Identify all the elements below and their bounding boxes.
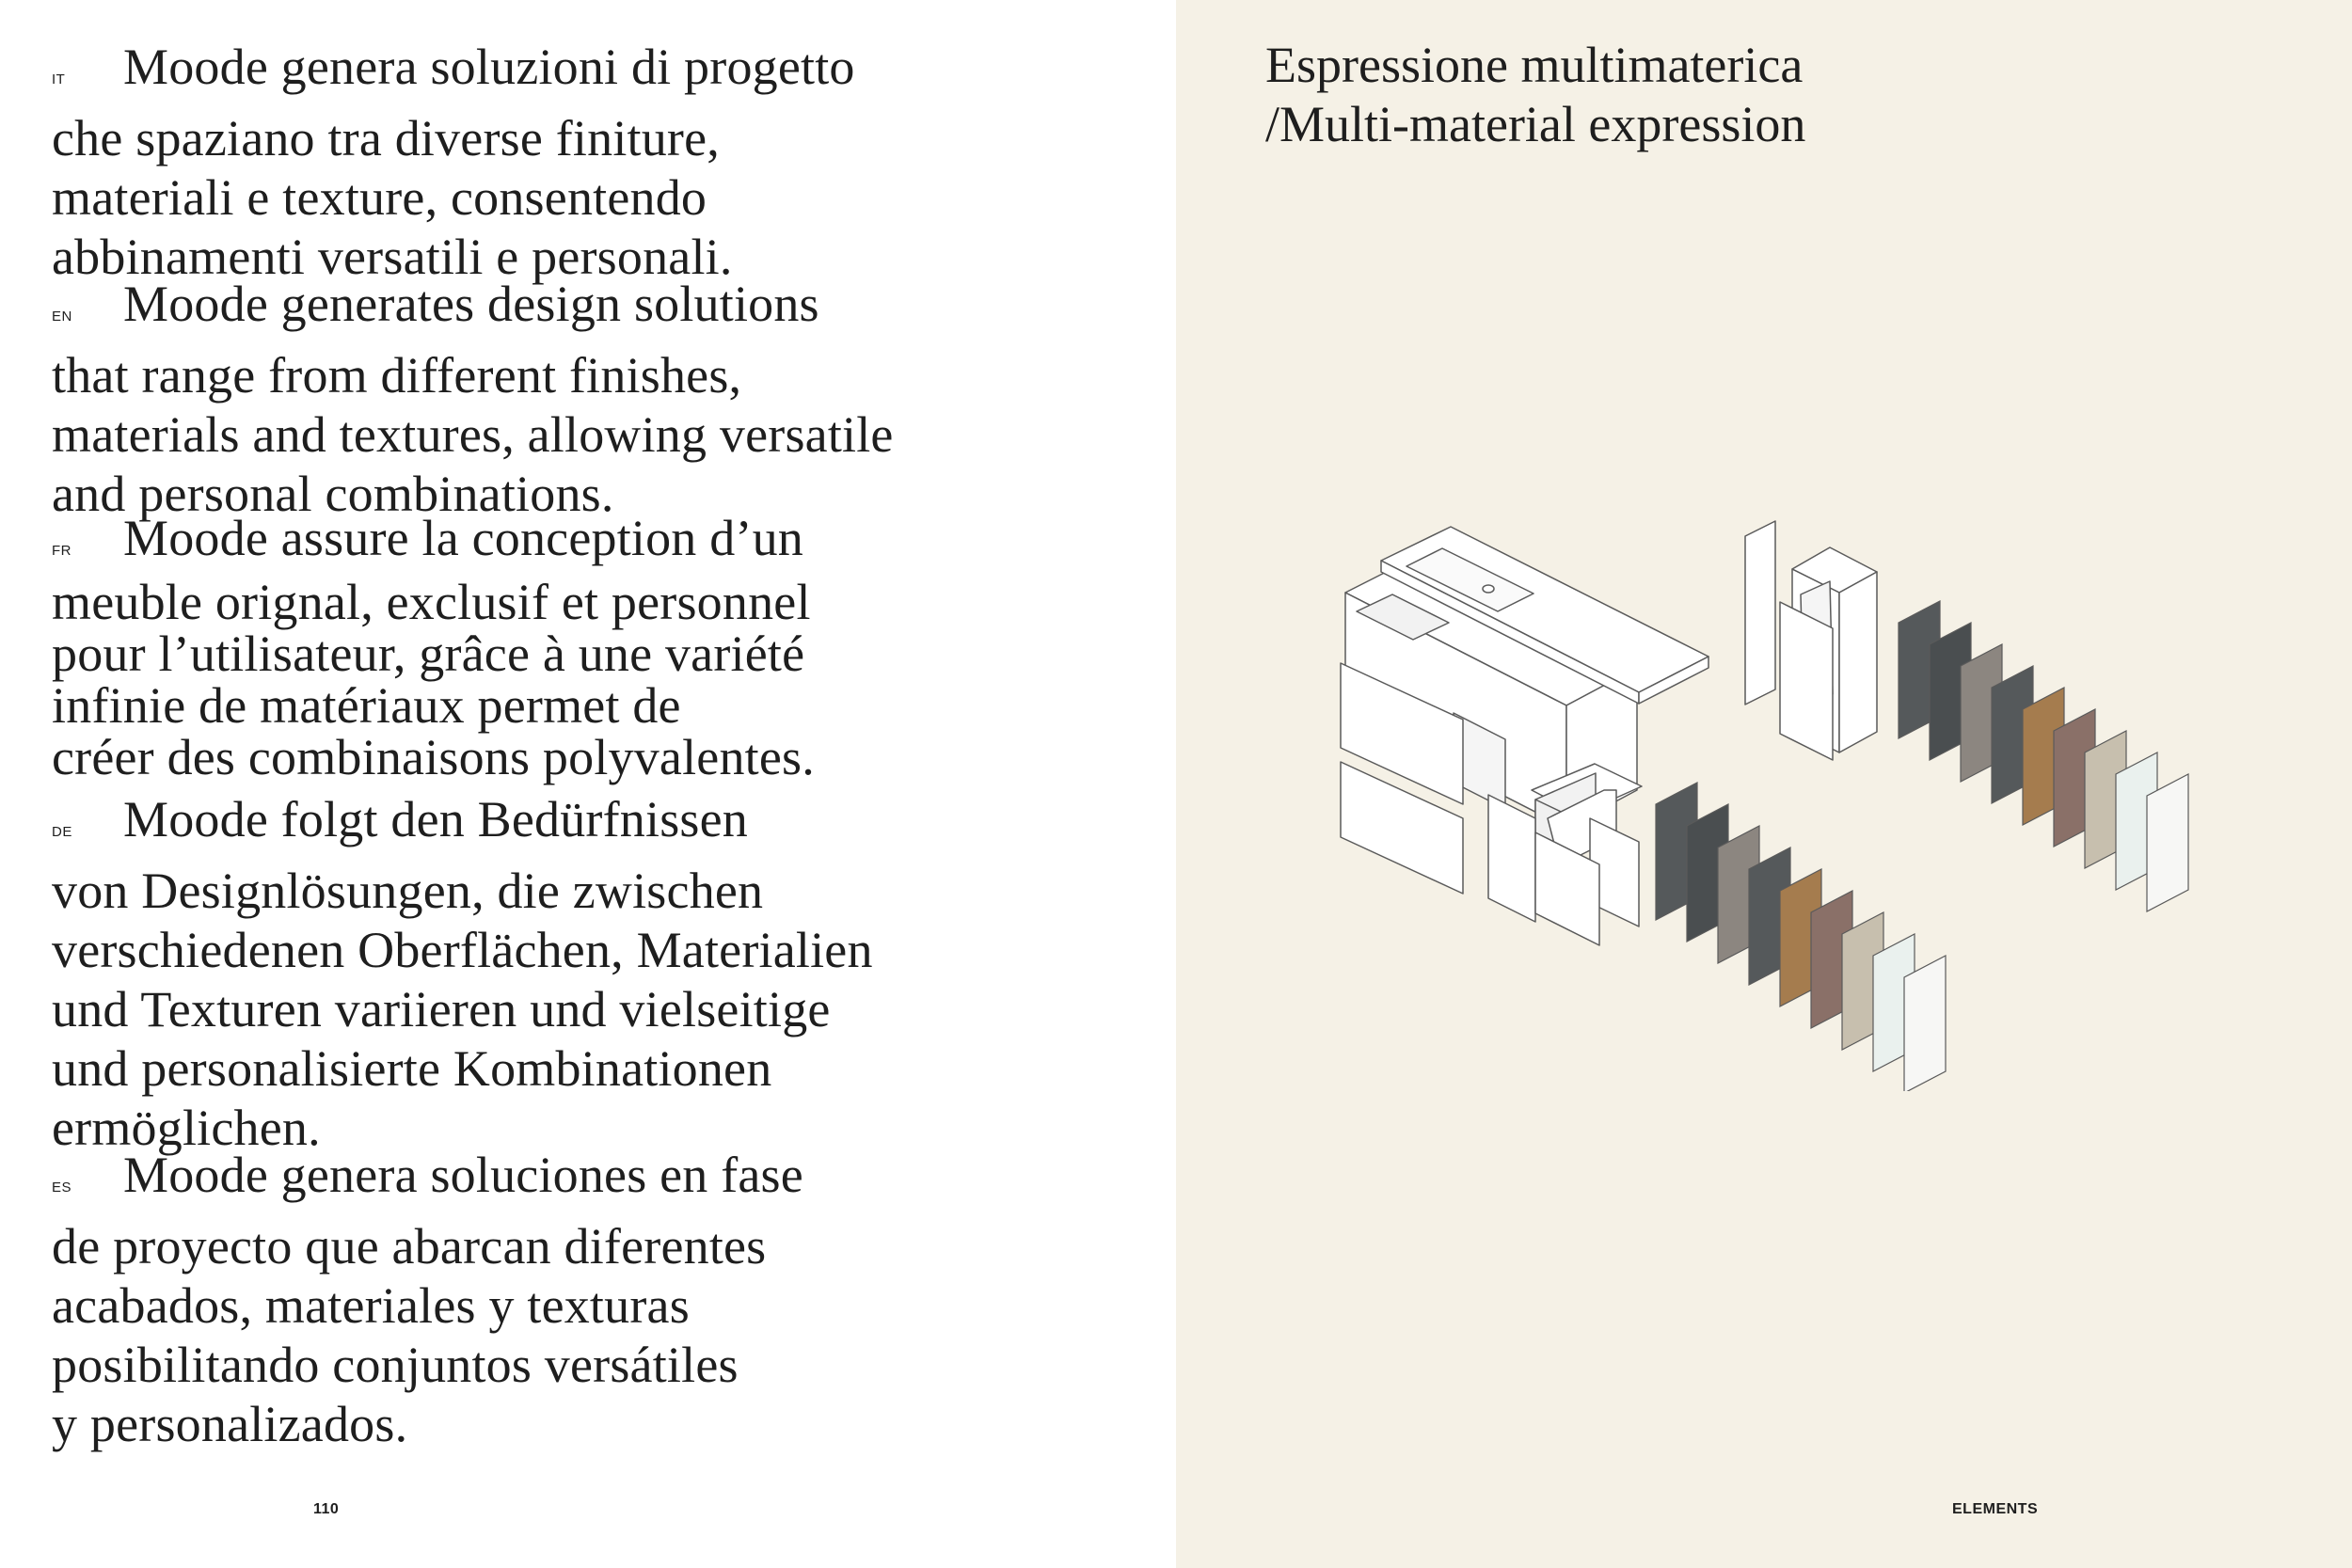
text-block-de: [52, 790, 1105, 1158]
text-block-it: [52, 38, 1105, 287]
page-number: 110: [313, 1501, 340, 1517]
section-title: Espressione multimaterica /Multi-material expression: [1265, 37, 1806, 152]
furniture-material-illustration: [1317, 508, 2211, 1091]
text-block-es: [52, 1146, 1105, 1454]
text-de: Moode folgt den Bedürfnissen von Designlösungen, die zwischen verschiedenen Oberflächen, Materialien und Texturen variieren und vielseitige und personalisierte Kombinationen ermöglichen.: [52, 791, 873, 1156]
text-block-en: [52, 275, 1105, 524]
lang-code-es: ES: [52, 1180, 72, 1196]
text-it: Moode genera soluzioni di progetto che spaziano tra diverse finiture, materiali e texture, consentendo abbinamenti versatili e personali.: [52, 39, 855, 285]
section-label: ELEMENTS: [1952, 1501, 2039, 1517]
lang-code-it: IT: [52, 71, 66, 87]
material-panels-right: [1899, 601, 2188, 911]
lang-code-de: DE: [52, 824, 72, 840]
text-en: Moode generates design solutions that range from different finishes, materials and textures, allowing versatile and personal combinations.: [52, 276, 894, 522]
text-fr: Moode assure la conception d’un meuble orignal, exclusif et personnel pour l’utilisateur, grâce à une variété infinie de matériaux permet de créer des combinaisons polyvalentes.: [52, 510, 815, 785]
lang-code-fr: FR: [52, 543, 72, 559]
text-es: Moode genera soluciones en fase de proyecto que abarcan diferentes acabados, materiales y texturas posibilitando conjuntos versátiles y personalizados.: [52, 1147, 803, 1452]
text-block-fr: [52, 510, 1105, 785]
lang-code-en: EN: [52, 309, 72, 325]
material-panels-left: [1656, 783, 1946, 1091]
tall-cabinet: [1745, 521, 1877, 760]
